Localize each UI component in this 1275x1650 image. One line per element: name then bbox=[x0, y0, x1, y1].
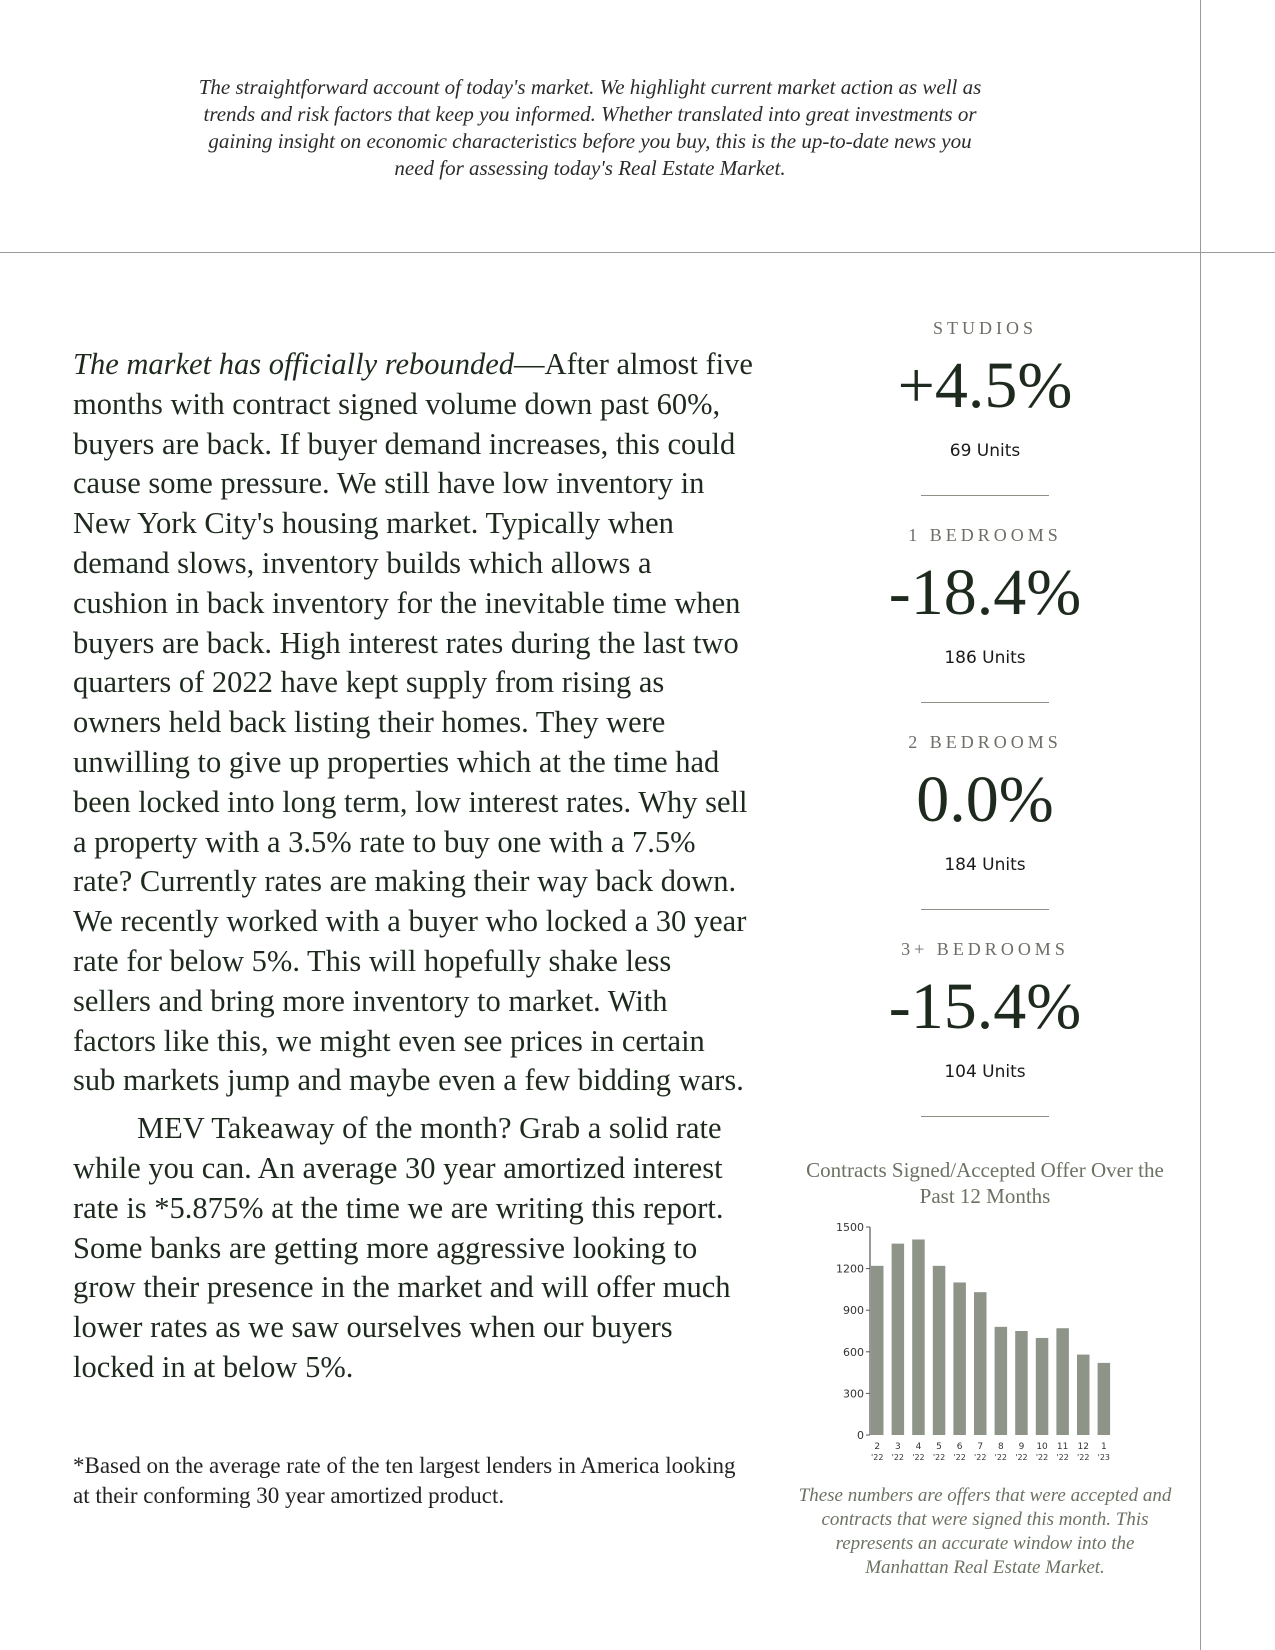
stat-divider bbox=[921, 702, 1049, 703]
x-tick-label-month: 12 bbox=[1077, 1442, 1089, 1452]
stat-value: +4.5% bbox=[897, 349, 1073, 422]
stat-studios bbox=[880, 318, 1090, 496]
stat-units: 186 Units bbox=[944, 648, 1026, 668]
x-tick-label-year: '22 bbox=[912, 1453, 925, 1462]
stat-units: 69 Units bbox=[949, 441, 1021, 461]
bar bbox=[871, 1266, 884, 1435]
y-tick-label: 900 bbox=[843, 1304, 864, 1318]
x-tick-label-month: 10 bbox=[1036, 1442, 1048, 1452]
y-tick-label: 1200 bbox=[836, 1262, 864, 1276]
stat-label: 3+ BEDROOMS bbox=[901, 939, 1069, 959]
main-article bbox=[73, 345, 753, 1388]
chart-title: Contracts Signed/Accepted Offer Over the Past 12 Months bbox=[806, 1158, 1164, 1208]
stat-label: 1 BEDROOMS bbox=[908, 525, 1062, 545]
x-tick-label-month: 8 bbox=[997, 1442, 1004, 1452]
bar bbox=[1077, 1355, 1090, 1435]
stat-value: -15.4% bbox=[888, 970, 1082, 1043]
stat-divider bbox=[921, 909, 1049, 910]
stat-label: STUDIOS bbox=[932, 318, 1037, 338]
y-tick-label: 300 bbox=[843, 1387, 864, 1401]
x-tick-label-year: '22 bbox=[974, 1453, 987, 1462]
page-horizontal-divider bbox=[0, 252, 1275, 253]
stat-label: 2 BEDROOMS bbox=[908, 732, 1062, 752]
x-tick-label-month: 7 bbox=[977, 1442, 984, 1452]
x-tick-label-year: '22 bbox=[1035, 1453, 1049, 1462]
stat-divider bbox=[921, 1116, 1049, 1117]
x-tick-label-month: 5 bbox=[936, 1442, 942, 1452]
chart-caption: These numbers are offers that were accepted and contracts that were signed this month. This represents an accurate window into the Manhattan Real Estate Market. bbox=[798, 1485, 1172, 1578]
x-tick-label-month: 4 bbox=[915, 1442, 922, 1452]
bar bbox=[995, 1327, 1008, 1435]
bar bbox=[1098, 1363, 1111, 1435]
x-tick-label-month: 9 bbox=[1018, 1442, 1025, 1452]
x-tick-label-year: '22 bbox=[891, 1453, 905, 1462]
stat-3-plus-bedrooms bbox=[880, 939, 1090, 1117]
stat-1-bedrooms bbox=[880, 525, 1090, 703]
article-paragraph-2: MEV Takeaway of the month? Grab a solid rate while you can. An average 30 year amortized interest rate is *5.875% at the time we are writing this report. Some banks are getting more aggressive looking to grow their presence in the market and will offer much lower rates as we saw ourselves when our buyers locked in at below 5%. bbox=[73, 1111, 731, 1384]
x-tick-label-year: '22 bbox=[1056, 1453, 1069, 1462]
footnote: *Based on the average rate of the ten largest lenders in America looking at their conforming 30 year amortized product. bbox=[73, 1453, 736, 1508]
bar bbox=[912, 1239, 925, 1435]
stat-units: 104 Units bbox=[944, 1062, 1026, 1082]
bar bbox=[974, 1292, 987, 1435]
stat-units: 184 Units bbox=[944, 855, 1026, 875]
y-tick-label: 1500 bbox=[836, 1221, 864, 1234]
page-vertical-divider bbox=[1200, 0, 1201, 1650]
y-tick-label: 600 bbox=[843, 1345, 864, 1359]
article-paragraph-1 bbox=[73, 345, 753, 1101]
x-tick-label-year: '22 bbox=[932, 1453, 946, 1462]
x-tick-label-month: 6 bbox=[956, 1442, 963, 1452]
article-lead: The market has officially rebounded bbox=[73, 347, 515, 381]
bar bbox=[953, 1282, 966, 1435]
x-tick-label-year: '22 bbox=[953, 1453, 966, 1462]
bar bbox=[933, 1266, 946, 1435]
bar bbox=[1036, 1338, 1049, 1435]
x-tick-label-year: '22 bbox=[1077, 1453, 1090, 1462]
x-tick-label-month: 11 bbox=[1056, 1442, 1069, 1452]
contracts-bar-chart bbox=[820, 1215, 1120, 1465]
x-tick-label-year: '22 bbox=[871, 1453, 884, 1462]
stat-2-bedrooms bbox=[880, 732, 1090, 910]
x-tick-label-month: 3 bbox=[894, 1442, 901, 1452]
bar bbox=[1015, 1331, 1027, 1435]
stat-value: 0.0% bbox=[916, 763, 1054, 836]
stat-divider bbox=[921, 495, 1049, 496]
intro-text: The straightforward account of today's market. We highlight current market action as well as trends and risk factors that keep you informed. Whether translated into great investments or gaining insight on economic characteristics before you buy, this is the up-to-date news you need for assessing today's Real Estate Market. bbox=[198, 75, 982, 180]
x-tick-label-year: '22 bbox=[1015, 1453, 1028, 1462]
stat-value: -18.4% bbox=[888, 556, 1082, 629]
x-tick-label-year: '23 bbox=[1097, 1453, 1111, 1462]
article-body-1: —After almost five months with contract signed volume down past 60%, buyers are back. If buyer demand increases, this could cause some pressure. We still have low inventory in New York City's housing market. Typically when demand slows, inventory builds which allows a cushion in back inventory for the inevitable time when buyers are back. High interest rates during the last two quarters of 2022 have kept supply from rising as owners held back listing their homes. They were unwilling to give up properties which at the time had been locked into long term, low interest rates. Why sell a property with a 3.5% rate to buy one with a 7.5% rate? Currently rates are making their way back down. We recently worked with a buyer who locked a 30 year rate for below 5%. This will hopefully shake less sellers and bring more inventory to market. With factors like this, we might even see prices in certain sub markets jump and maybe even a few bidding wars. bbox=[73, 347, 753, 1098]
bar bbox=[892, 1244, 905, 1435]
x-tick-label-year: '22 bbox=[994, 1453, 1008, 1462]
x-tick-label-month: 2 bbox=[874, 1442, 881, 1452]
y-tick-label: 0 bbox=[857, 1429, 864, 1442]
x-tick-label-month: 1 bbox=[1100, 1442, 1107, 1452]
bar bbox=[1056, 1328, 1069, 1435]
